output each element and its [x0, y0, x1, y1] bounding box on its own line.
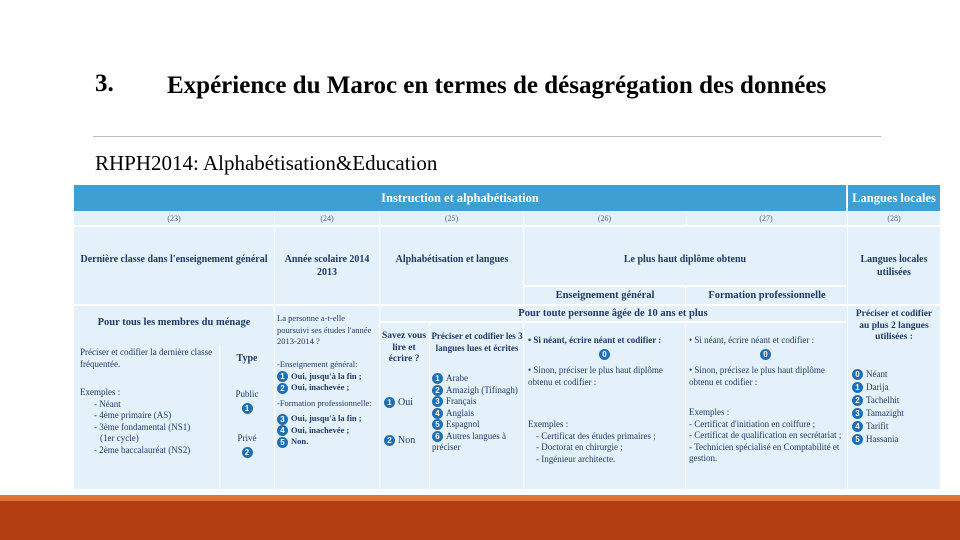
col27-example: - Certificat d'initiation en coiffure ;: [689, 418, 816, 429]
col28-instruction: Préciser et codifier au plus 2 langues utilisées :: [855, 309, 933, 342]
grid-line: [429, 321, 430, 489]
option-code: 5: [432, 419, 443, 430]
col23-example: - 4ème primaire (AS): [94, 410, 172, 420]
code-27: (27): [759, 214, 773, 223]
option-label: Néant: [866, 369, 888, 379]
heading-title: Expérience du Maroc en termes de désagrégation des données: [167, 72, 827, 99]
option-code: 4: [277, 425, 288, 436]
option-label: Arabe: [446, 373, 468, 383]
option-code: 0: [760, 349, 771, 360]
type-private-code: 2: [242, 447, 253, 458]
language-option: [432, 396, 523, 408]
question-26-27: Le plus haut diplôme obtenu: [623, 254, 747, 265]
col26-example: - Ingénieur architecte.: [536, 453, 616, 464]
col25-no: [384, 435, 429, 447]
col26-example: - Doctorat en chirurgie ;: [536, 442, 623, 452]
col23-examples: [80, 387, 216, 456]
col27-line2: • Sinon, précisez le plus haut diplôme obtenu et codifier :: [689, 365, 825, 387]
option-code: 3: [277, 414, 288, 425]
header-local-languages: Langues locales: [848, 185, 940, 211]
grid-line: [74, 304, 940, 306]
code-24: (24): [320, 214, 334, 223]
option-label: Non: [398, 435, 416, 446]
language-option: [432, 419, 523, 431]
option-code: 5: [277, 437, 288, 448]
col26-line2: • Sinon, préciser le plus haut diplôme obtenu et codifier :: [528, 365, 663, 387]
grid-line: [274, 211, 275, 489]
col25-languages-list: [432, 373, 523, 454]
col28-languages-list: [852, 369, 938, 446]
type-public-label: Public: [235, 389, 259, 399]
option-label: Oui, jusqu'à la fin ;: [291, 413, 362, 424]
language-option: [432, 431, 523, 454]
option-code: 1: [432, 373, 443, 384]
col26-examples: [528, 419, 684, 465]
option-label: Darija: [866, 382, 889, 392]
subheader-professional: Formation professionnelle: [708, 290, 826, 301]
col24-question: La personne a-t-elle poursuivi ses études l'année 2013-2014 ?: [277, 313, 372, 346]
col24-option: [277, 413, 379, 425]
option-label: Hassania: [866, 434, 899, 444]
col25-read-write-question: Savez vous lire et écrire ?: [381, 331, 427, 364]
col24-option: [277, 371, 379, 383]
code-25: (25): [444, 214, 459, 223]
grid-line: [219, 345, 220, 489]
option-code: 2: [384, 435, 395, 446]
language-option: [432, 385, 523, 397]
grid-line: [380, 321, 846, 323]
col27-examples-title: Exemples :: [689, 407, 730, 417]
col24-general-label: -Enseignement général:: [277, 359, 358, 369]
col26-examples-title: Exemples :: [528, 419, 569, 429]
question-23: Dernière classe dans l'enseignement général: [80, 254, 268, 265]
col23-instruction: Préciser et codifier la dernière classe fréquentée.: [80, 347, 213, 369]
footer-bar: [0, 495, 960, 540]
col27-examples: [689, 407, 845, 465]
col23-example: (1er cycle): [100, 433, 139, 443]
col23-example: - Néant: [94, 398, 121, 409]
col26-line1: • Si néant, écrire néant et codifier :: [528, 335, 662, 345]
col24-option: [277, 436, 379, 448]
col27-line1: • Si néant, écrire néant et codifier :: [689, 335, 815, 345]
col23-type-private: [222, 433, 272, 458]
band-all-members: Pour tous les membres du ménage: [97, 317, 251, 328]
local-language-option: [852, 408, 938, 420]
option-code: 3: [852, 408, 863, 419]
grid-line: [847, 185, 848, 489]
grid-line: [74, 225, 940, 227]
option-label: Oui, jusqu'à la fin ;: [291, 370, 362, 381]
col25-yes: [384, 397, 429, 409]
option-label: Tamazight: [866, 408, 904, 418]
col27-code0: [689, 349, 845, 361]
option-label: Espagnol: [446, 419, 480, 429]
option-label: Oui: [398, 397, 413, 408]
col24-options: [277, 359, 379, 448]
option-label: Tarifit: [866, 421, 889, 431]
col27-example: - Technicien spécialisé en Comptabilité et gestion.: [689, 441, 840, 463]
option-code: 2: [852, 395, 863, 406]
option-code: 5: [852, 434, 863, 445]
option-code: 4: [432, 408, 443, 419]
option-label: Autres langues à préciser: [432, 430, 506, 452]
question-24: Année scolaire 2014 2013: [284, 254, 370, 278]
header-instruction: Instruction et alphabétisation: [74, 185, 846, 211]
question-28: Langues locales utilisées: [860, 254, 928, 278]
question-25: Alphabétisation et langues: [395, 254, 509, 265]
option-label: Oui, inachevée ;: [291, 382, 350, 393]
type-private-label: Privé: [237, 433, 257, 443]
option-label: Anglais: [446, 407, 474, 418]
option-code: 3: [432, 396, 443, 407]
local-language-option: [852, 395, 938, 407]
language-option: [432, 373, 523, 385]
col26-code0: [528, 349, 684, 361]
heading-number: 3.: [95, 70, 114, 97]
heading-divider: [93, 136, 881, 137]
option-code: 1: [852, 382, 863, 393]
option-code: 6: [432, 431, 443, 442]
col24-option: [277, 382, 379, 394]
option-code: 0: [852, 369, 863, 380]
option-code: 0: [599, 349, 610, 360]
questionnaire-table-image: [74, 185, 940, 489]
option-label: Oui, inachevée ;: [291, 424, 350, 435]
slide-subtitle: RHPH2014: Alphabétisation&Education: [95, 151, 438, 175]
option-label: Non.: [291, 436, 309, 447]
footer-stripe: [0, 495, 960, 501]
code-26: (26): [597, 214, 612, 223]
col23-examples-title: Exemples :: [80, 387, 121, 397]
option-code: 1: [384, 397, 395, 408]
option-label: Tachelhit: [866, 395, 900, 405]
band-age-10: Pour toute personne âgée de 10 ans et plus: [518, 308, 708, 319]
option-label: Français: [446, 396, 477, 406]
col24-professional-label: -Formation professionnelle:: [277, 397, 372, 408]
col23-example: - 2ème baccalauréat (NS2): [94, 444, 191, 455]
option-label: Amazigh (Tifinagh): [446, 384, 518, 395]
subheader-general: Enseignement général: [555, 290, 655, 301]
col24-option: [277, 425, 379, 437]
col23-type-label: Type: [236, 353, 258, 364]
local-language-option: [852, 421, 938, 433]
option-code: 2: [277, 383, 288, 394]
col25-languages-question: Préciser et codifier les 3 langues lues et écrites: [431, 331, 523, 353]
grid-line: [523, 211, 524, 489]
col26-example: - Certificat des études primaires ;: [536, 430, 656, 441]
local-language-option: [852, 434, 938, 446]
language-option: [432, 408, 523, 420]
grid-line: [686, 211, 687, 225]
code-28: (28): [887, 214, 901, 223]
option-code: 2: [432, 385, 443, 396]
col23-example: - 3ème fondamental (NS1): [94, 421, 191, 432]
option-code: 1: [277, 371, 288, 382]
option-code: 4: [852, 421, 863, 432]
col27-example: - Certificat de qualification en secrétariat ;: [689, 430, 842, 440]
type-public-code: 1: [242, 403, 253, 414]
code-23: (23): [167, 214, 181, 223]
local-language-option: [852, 382, 938, 394]
col23-type-public: [222, 389, 272, 414]
local-language-option: [852, 369, 938, 381]
